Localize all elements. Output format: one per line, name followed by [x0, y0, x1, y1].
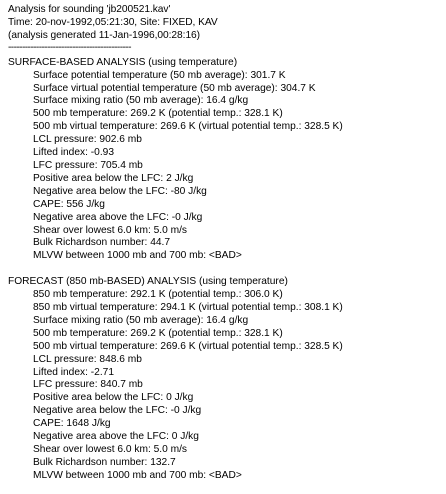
surface-item: LFC pressure: 705.4 mb [33, 159, 143, 171]
forecast-item: Bulk Richardson number: 132.7 [33, 456, 176, 468]
surface-item: Surface potential temperature (50 mb average): 301.7 K [33, 69, 286, 81]
forecast-item: Negative area above the LFC: 0 J/kg [33, 431, 199, 443]
sounding-title: Analysis for sounding 'jb200521.kav' [8, 4, 171, 15]
surface-item: Negative area above the LFC: -0 J/kg [33, 211, 203, 223]
forecast-item: 850 mb temperature: 292.1 K (potential temp.: 306.0 K) [33, 289, 283, 301]
surface-item: MLVW between 1000 mb and 700 mb: <BAD> [33, 250, 242, 262]
forecast-item: Surface mixing ratio (50 mb average): 16.4 g/kg [33, 314, 249, 326]
surface-item: Bulk Richardson number: 44.7 [33, 237, 171, 249]
sounding-time-site: Time: 20-nov-1992,05:21:30, Site: FIXED, KAV [8, 16, 218, 28]
section-title-forecast: FORECAST (850 mb-BASED) ANALYSIS (using temperature) [8, 276, 288, 288]
surface-based-analysis-section [8, 57, 446, 264]
surface-item: Lifted index: -0.93 [33, 147, 114, 159]
surface-item: CAPE: 556 J/kg [33, 198, 105, 210]
surface-item: LCL pressure: 902.6 mb [33, 134, 142, 146]
forecast-item: Negative area below the LFC: -0 J/kg [33, 405, 202, 417]
surface-item: 500 mb virtual temperature: 269.6 K (virtual potential temp.: 328.5 K) [33, 121, 343, 133]
surface-item: Negative area below the LFC: -80 J/kg [33, 185, 207, 197]
forecast-analysis-section [8, 276, 446, 483]
forecast-item: MLVW between 1000 mb and 700 mb: <BAD> [33, 469, 242, 481]
forecast-item: LCL pressure: 848.6 mb [33, 353, 142, 365]
forecast-item: 500 mb virtual temperature: 269.6 K (virtual potential temp.: 328.5 K) [33, 340, 343, 352]
forecast-item: CAPE: 1648 J/kg [33, 418, 111, 430]
forecast-item: LFC pressure: 840.7 mb [33, 379, 143, 391]
forecast-item: Lifted index: -2.71 [33, 366, 114, 378]
report-header [8, 4, 446, 53]
forecast-item: Shear over lowest 6.0 km: 5.0 m/s [33, 444, 188, 455]
surface-item: 500 mb temperature: 269.2 K (potential temp.: 328.1 K) [33, 108, 283, 120]
surface-item: Shear over lowest 6.0 km: 5.0 m/s [33, 224, 188, 236]
forecast-item: Positive area below the LFC: 0 J/kg [33, 392, 194, 404]
forecast-item: 850 mb virtual temperature: 294.1 K (virtual potential temp.: 308.1 K) [33, 302, 343, 314]
surface-item: Positive area below the LFC: 2 J/kg [33, 172, 194, 184]
forecast-item: 500 mb temperature: 269.2 K (potential temp.: 328.1 K) [33, 327, 283, 339]
surface-item: Surface mixing ratio (50 mb average): 16.4 g/kg [33, 95, 249, 107]
header-divider: -------------------------------------------- [8, 42, 131, 53]
surface-item: Surface virtual potential temperature (50 mb average): 304.7 K [33, 82, 316, 94]
section-title-surface: SURFACE-BASED ANALYSIS (using temperature) [8, 56, 238, 68]
analysis-generated: (analysis generated 11-Jan-1996,00:28:16) [8, 29, 201, 41]
